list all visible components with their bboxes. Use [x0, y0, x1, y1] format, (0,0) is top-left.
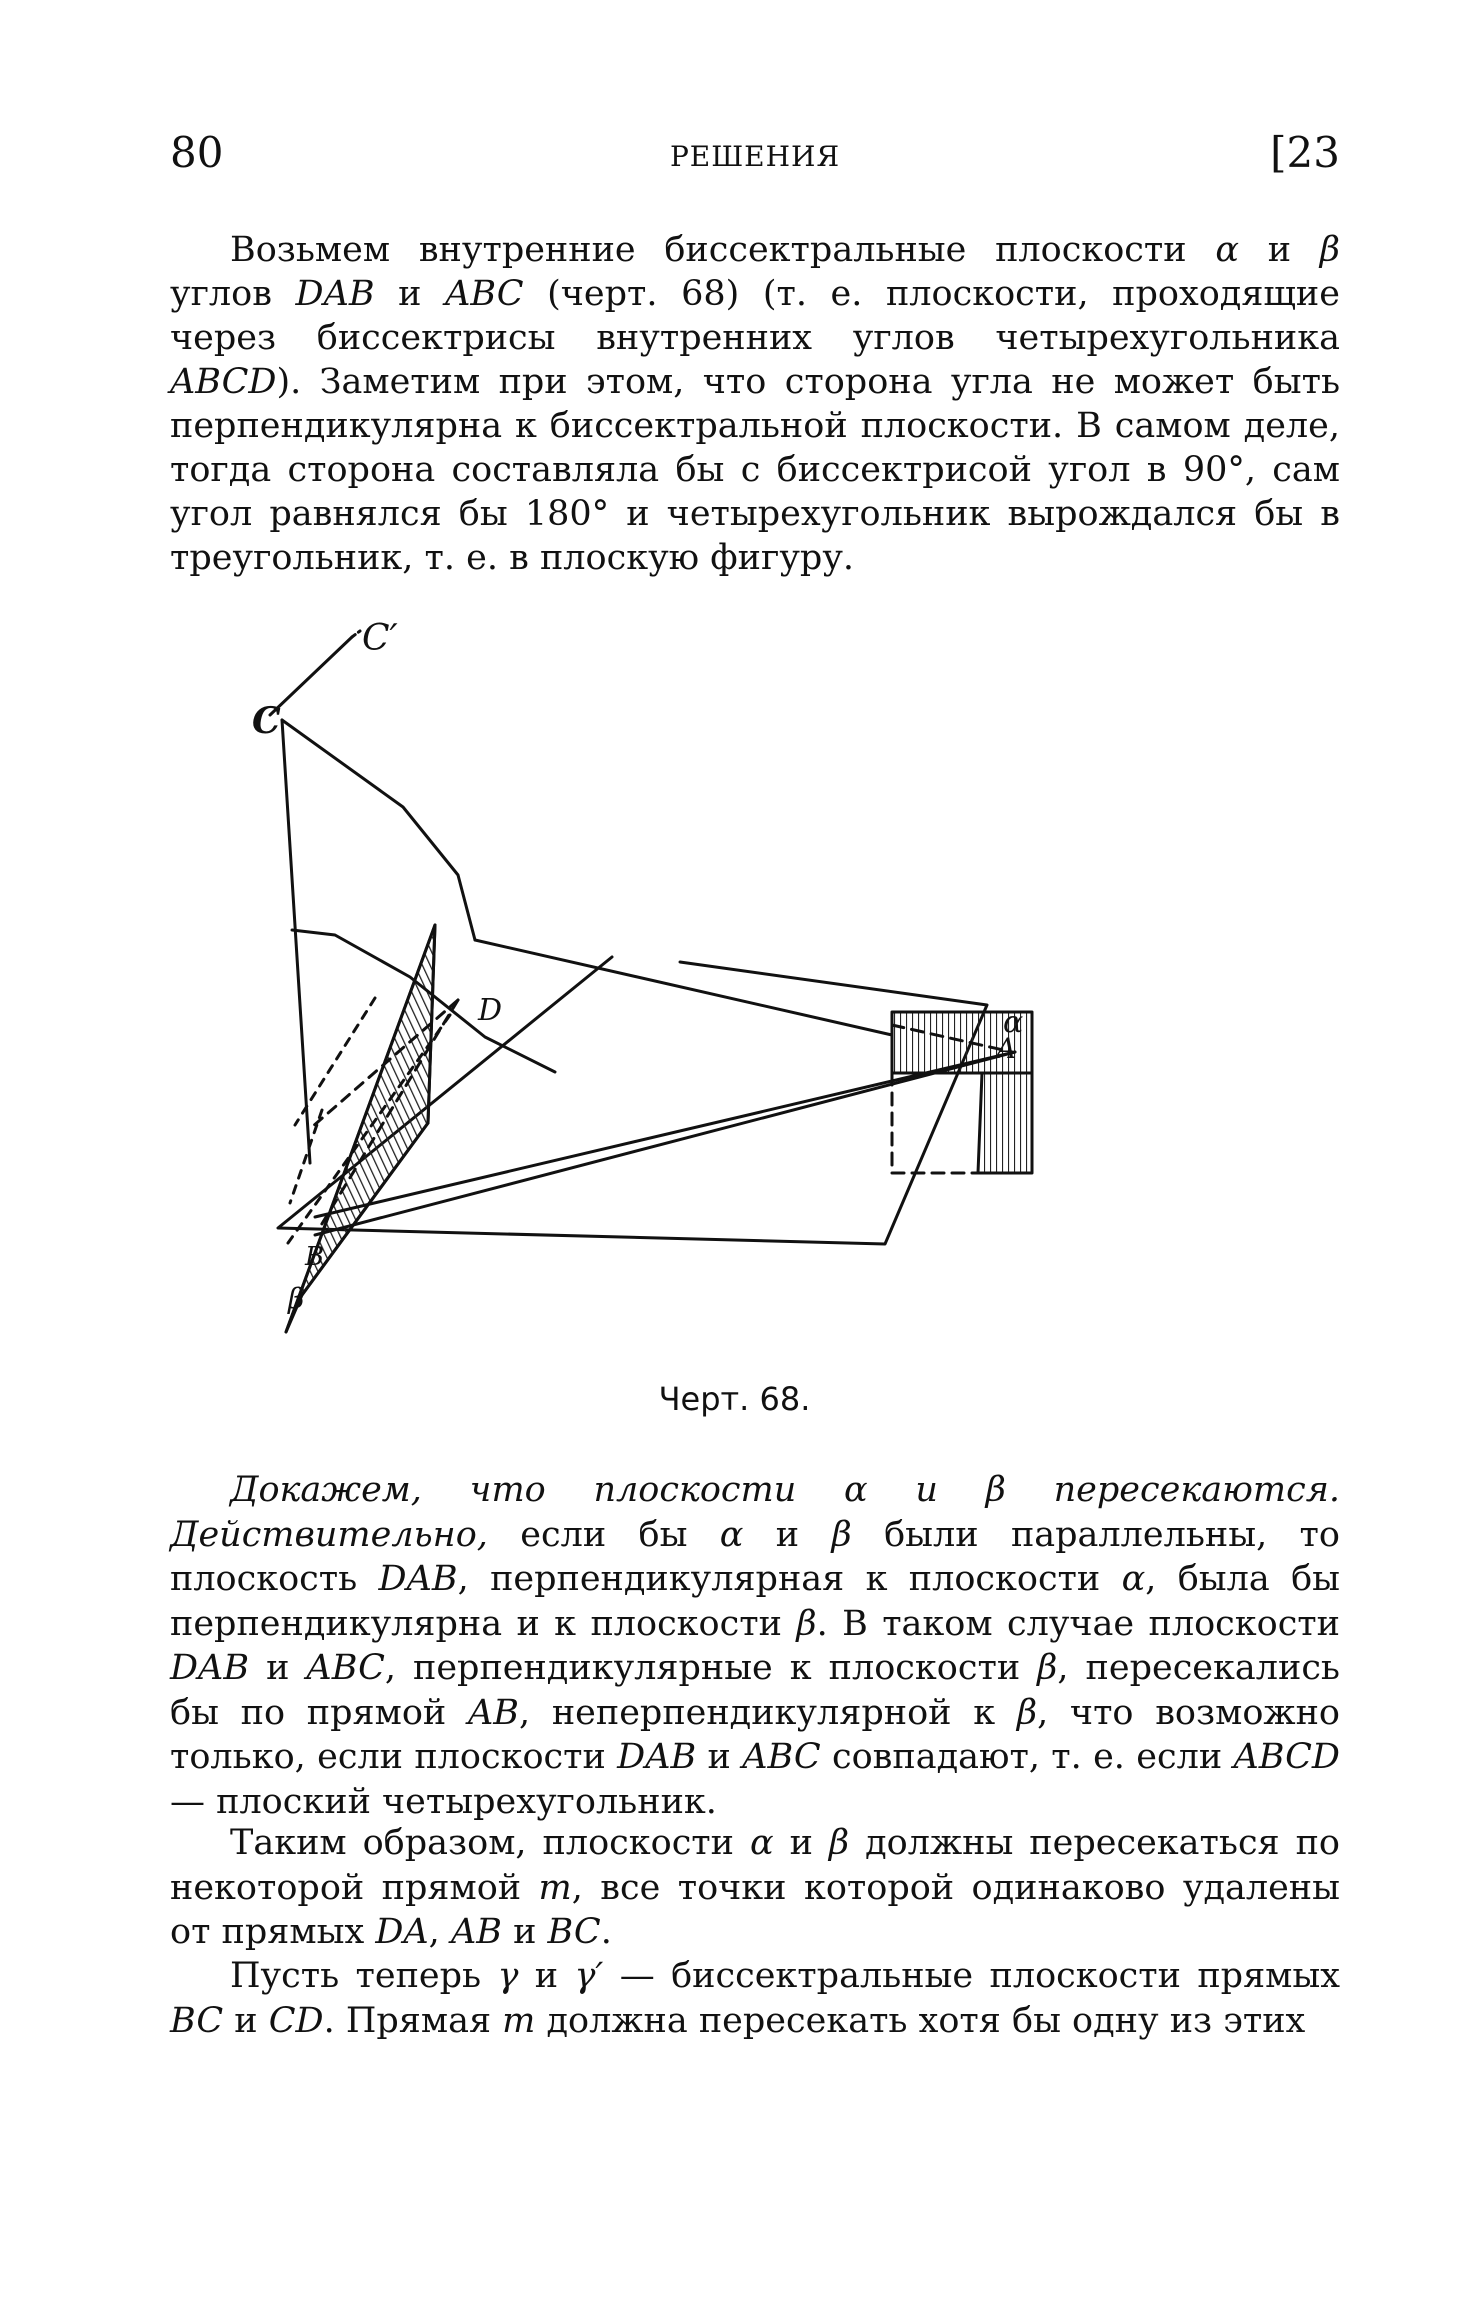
text-segment: DAB	[617, 1737, 697, 1777]
text-segment: ABC	[742, 1737, 821, 1777]
text-segment: DA	[375, 1912, 429, 1952]
text-segment: BC	[547, 1912, 601, 1952]
text-segment: γ	[497, 1956, 519, 1996]
text-segment: Возьмем внутренние биссектральные плоскости	[230, 230, 1216, 270]
text-segment: и	[501, 1912, 548, 1952]
text-segment: и	[518, 1956, 575, 1996]
text-segment: DAB	[295, 274, 375, 314]
edge-da	[475, 940, 892, 1035]
text-segment: α	[719, 1514, 744, 1555]
text-segment: , все точки которой одинаково удалены от прямых	[170, 1867, 1340, 1952]
text-segment: и	[773, 1823, 829, 1863]
text-segment: , перпендикулярные к плоскости	[384, 1648, 1038, 1688]
text-segment: m	[538, 1867, 572, 1908]
label-c-prime: C′	[362, 618, 398, 659]
text-segment: ABCD	[1233, 1737, 1340, 1777]
figure-68	[252, 605, 1200, 1369]
text-segment: BC	[170, 2000, 224, 2041]
text-segment: DAB	[170, 1648, 250, 1688]
text-segment: , пересекались бы по прямой	[170, 1648, 1340, 1733]
text-segment: β	[1319, 230, 1340, 270]
text-segment: , была бы перпендикулярна и к плоскости	[170, 1559, 1340, 1644]
text-segment: Докажем, что плоскости α и β пересекаются. Действительно,	[170, 1470, 1340, 1555]
page-header	[170, 128, 1340, 188]
text-segment: . Прямая	[323, 2000, 503, 2041]
text-segment: и	[743, 1514, 832, 1555]
text-segment: , перпендикулярная к плоскости	[457, 1559, 1122, 1599]
plane-alpha-dashed	[892, 1073, 978, 1173]
text-segment: α	[749, 1823, 774, 1863]
text-segment: α	[1121, 1559, 1146, 1599]
label-d: D	[478, 993, 503, 1028]
text-segment: Таким образом, плоскости	[230, 1823, 750, 1863]
text-segment: и	[223, 2000, 269, 2041]
text-segment: ABC	[445, 274, 524, 314]
text-segment: совпадают, т. е. если	[820, 1737, 1234, 1777]
text-segment: DAB	[378, 1559, 458, 1599]
text-segment: Пусть теперь	[230, 1956, 498, 1996]
text-segment: и	[1238, 230, 1320, 270]
edge-cb	[282, 720, 310, 1163]
paragraph-1	[170, 228, 1340, 580]
text-segment: .	[600, 1912, 612, 1952]
text-segment: ). Заметим при этом, что сторона угла не может быть перпендикулярна к биссектральной плоскости. В самом деле, тогда сторона составляла бы с биссектрисой угол в 90°, сам угол равнялся бы 180° и четырехугольник вырождался бы в треугольник, т. е. в плоскую фигуру.	[170, 362, 1340, 578]
figure-68-drawing	[252, 605, 1200, 1365]
text-segment: ABC	[306, 1648, 385, 1688]
text-segment: ABCD	[170, 362, 277, 402]
text-segment: β	[828, 1823, 850, 1863]
text-segment: углов	[170, 274, 296, 314]
line-cc-prime	[270, 637, 352, 715]
text-segment: γ′	[574, 1956, 604, 1996]
paragraph-2	[170, 1468, 1340, 1824]
text-segment: если бы	[487, 1514, 720, 1555]
text-segment: . В таком случае плоскости	[816, 1603, 1340, 1644]
text-segment: β	[831, 1514, 852, 1555]
label-a: A	[996, 1032, 1017, 1065]
text-segment: и	[374, 274, 446, 314]
label-alpha: α	[1003, 1005, 1024, 1040]
running-title: РЕШЕНИЯ	[669, 140, 841, 173]
text-segment: β	[1016, 1692, 1038, 1733]
paragraph-4	[170, 1954, 1340, 2043]
label-c: C	[252, 700, 281, 742]
page-number: 80	[170, 128, 224, 177]
text-segment: AB	[450, 1912, 502, 1952]
paragraph-3	[170, 1821, 1340, 1955]
text-segment: , неперпендикулярной к	[518, 1692, 1017, 1733]
text-segment: — биссектральные плоскости прямых	[603, 1956, 1340, 1996]
text-segment: β	[1037, 1648, 1058, 1688]
label-b: B	[305, 1242, 325, 1272]
section-number: [23	[1270, 128, 1340, 177]
plane-alpha-lower	[978, 1073, 1032, 1173]
edge-cd	[282, 720, 475, 940]
text-segment: и	[696, 1737, 743, 1777]
label-beta: β	[288, 1282, 305, 1315]
text-segment: β	[796, 1603, 817, 1644]
text-segment: должны пересекаться по некоторой прямой	[170, 1823, 1340, 1908]
text-segment: CD	[268, 2000, 324, 2041]
text-segment: и	[249, 1648, 307, 1688]
text-segment: были параллельны, то плоскость	[170, 1514, 1340, 1599]
text-segment: AB	[467, 1692, 519, 1733]
text-segment: α	[1215, 230, 1239, 270]
text-segment: (черт. 68) (т. е. плоскости, проходящие через биссектрисы внутренних углов четырехугольника	[170, 274, 1340, 358]
text-segment: , что возможно только, если плоскости	[170, 1692, 1340, 1777]
text-segment: — плоский четырехугольник.	[170, 1781, 717, 1822]
text-segment: m	[502, 2000, 536, 2041]
text-segment: ,	[428, 1912, 451, 1952]
text-segment: должна пересекать хотя бы одну из этих	[535, 2000, 1306, 2041]
figure-caption: Черт. 68.	[658, 1380, 811, 1418]
